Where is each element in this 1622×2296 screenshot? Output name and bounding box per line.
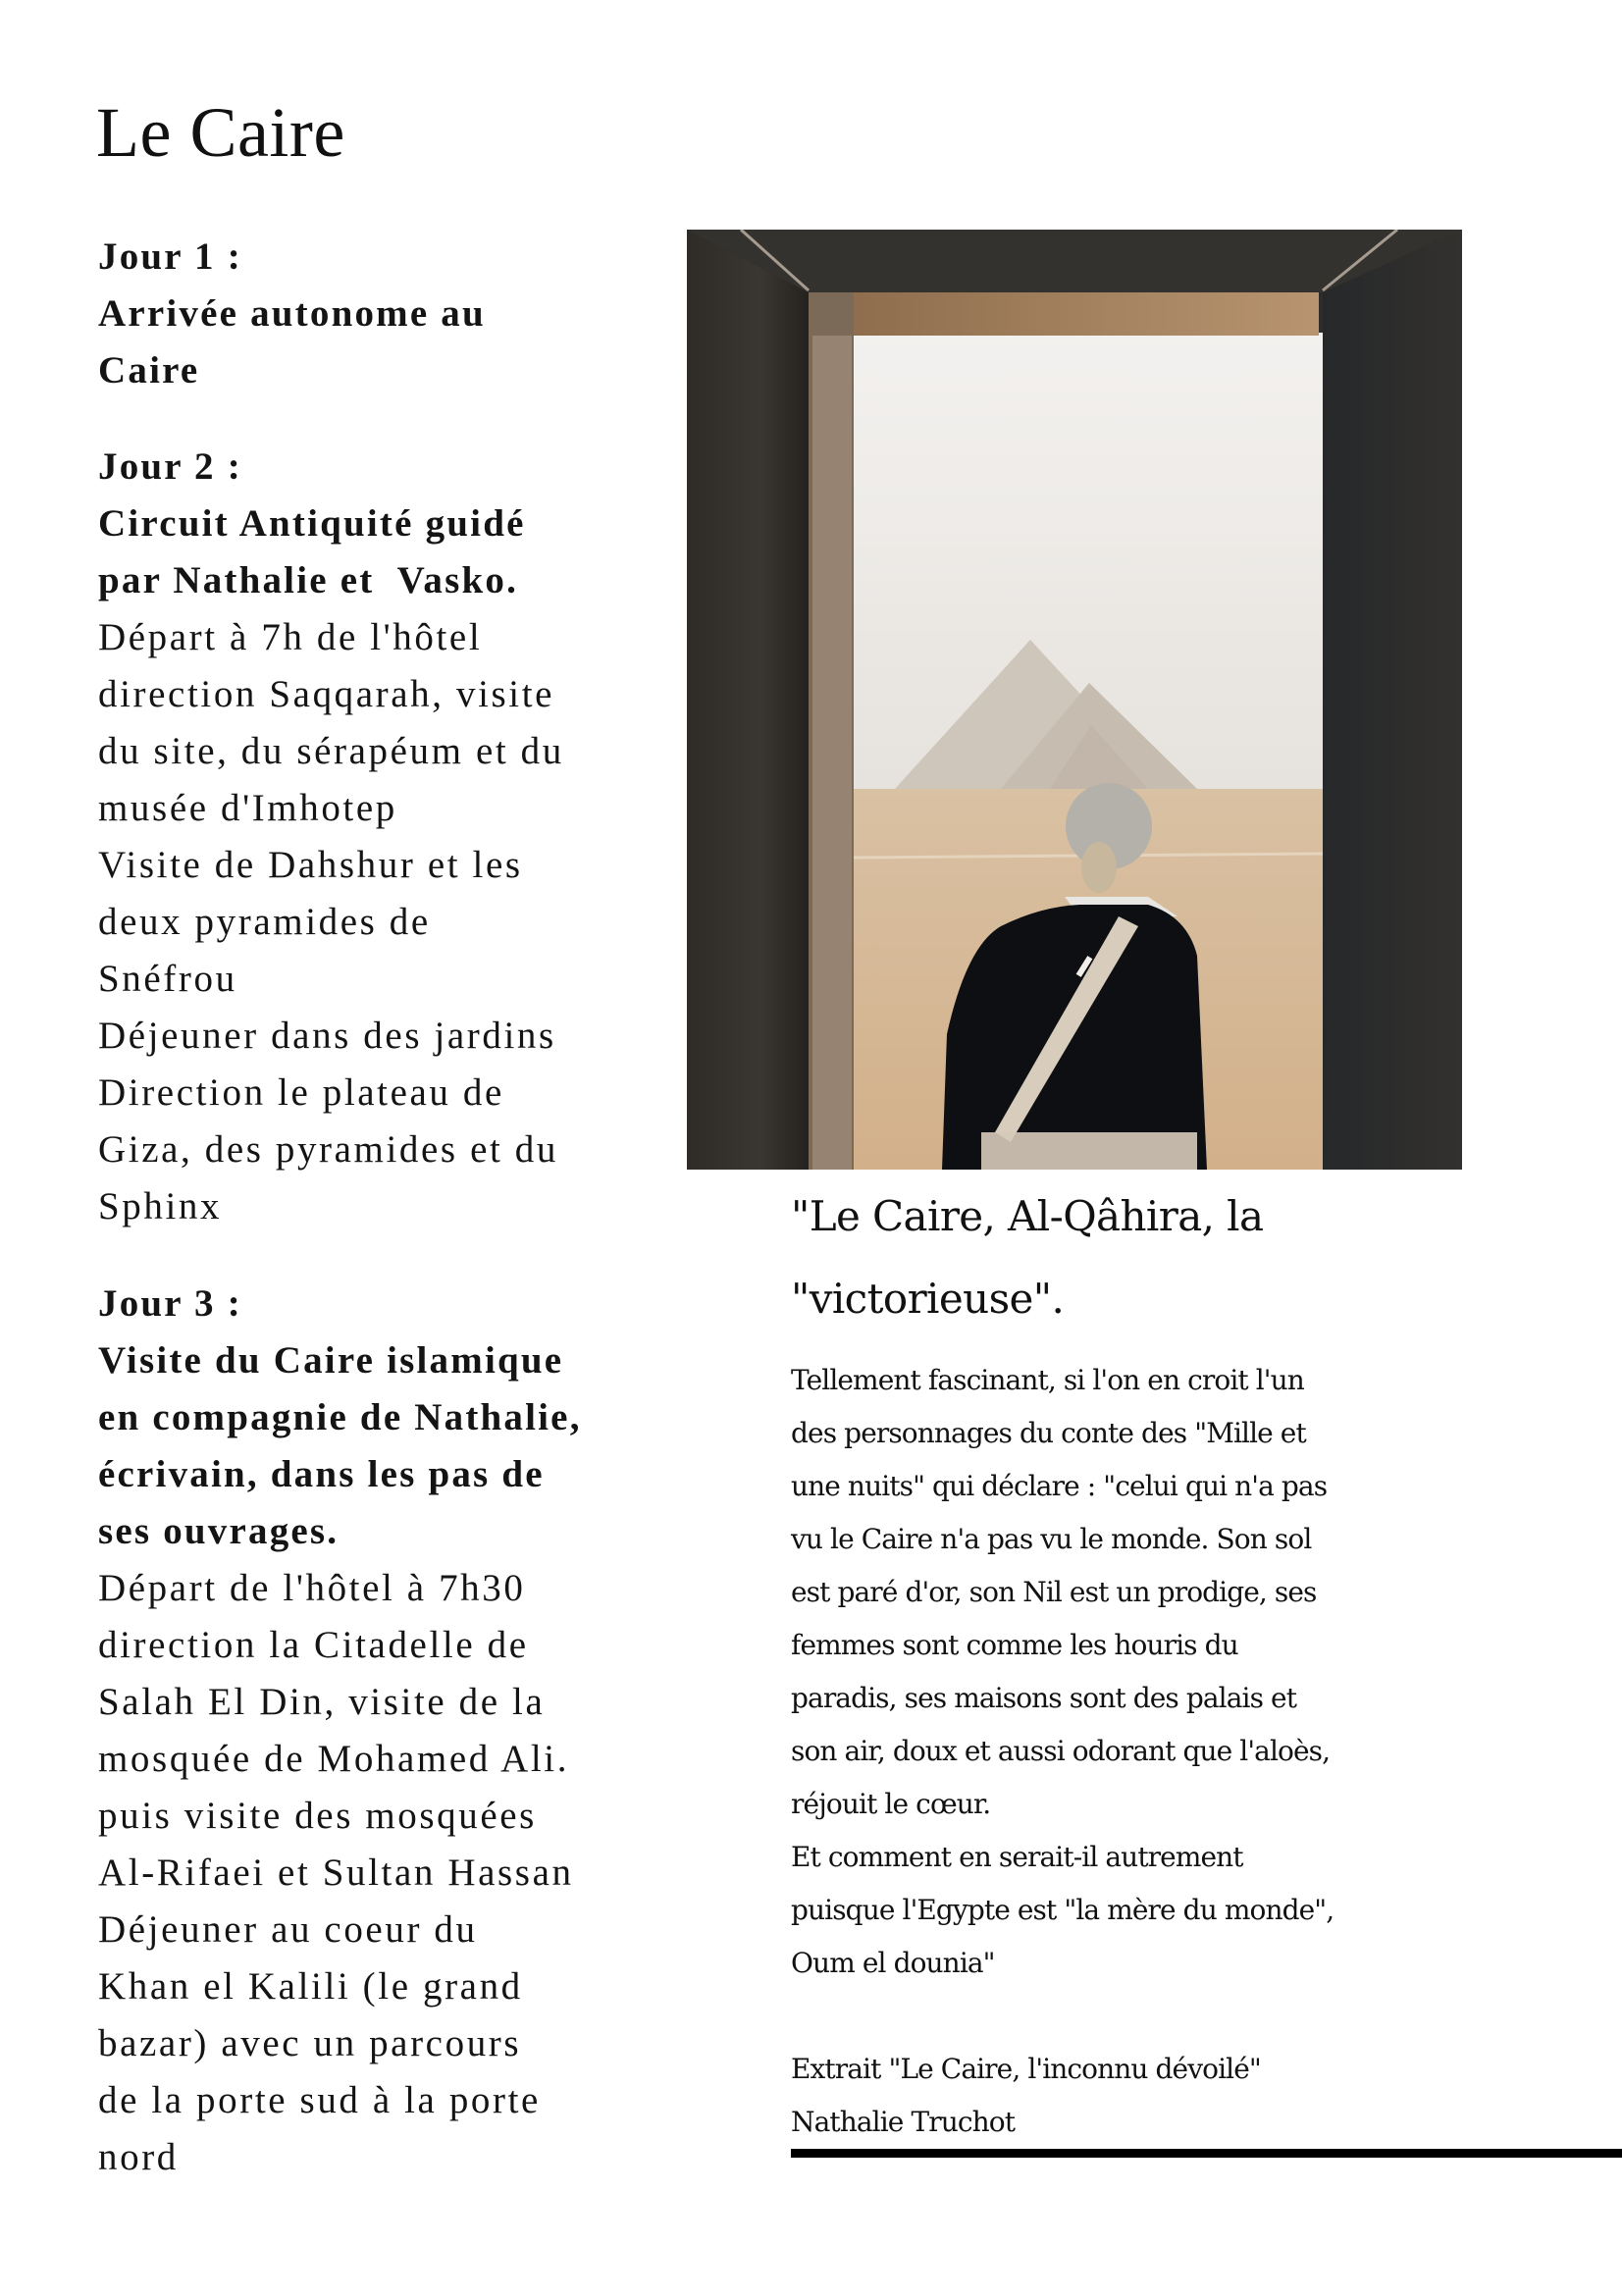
- day-2-body-line: Direction le plateau de: [98, 1071, 504, 1114]
- quote-body-line: paradis, ses maisons sont des palais et: [791, 1682, 1297, 1714]
- quote-body-line: son air, doux et aussi odorant que l'aloès,: [791, 1735, 1331, 1767]
- divider-rule: [791, 2149, 1622, 2158]
- day-2-body-line: Snéfrou: [98, 958, 237, 1000]
- day-3-block: [98, 1276, 677, 2186]
- day-3-body-line: Al-Rifaei et Sultan Hassan: [98, 1852, 574, 1894]
- day-2-subtitle-line: Circuit Antiquité guidé: [98, 502, 526, 545]
- day-3-body-line: Khan el Kalili (le grand: [98, 1965, 523, 2008]
- quote-source-line: Extrait "Le Caire, l'inconnu dévoilé": [791, 2053, 1261, 2085]
- quote-body-line: femmes sont comme les houris du: [791, 1629, 1238, 1661]
- frame-inner-top: [809, 292, 1319, 336]
- day-2-heading: Jour 2 :: [98, 445, 242, 488]
- day-3-body-line: de la porte sud à la porte: [98, 2079, 541, 2121]
- quote-body: [791, 1354, 1537, 2149]
- page-title: Le Caire: [96, 93, 345, 172]
- quote-spacer: [791, 1990, 1537, 2043]
- day-3-subtitle-line: écrivain, dans les pas de: [98, 1453, 545, 1495]
- quote-author: Nathalie Truchot: [791, 2106, 1016, 2138]
- day-2-block: [98, 439, 677, 1235]
- day-3-body-line: nord: [98, 2136, 179, 2178]
- quote-body-line: puisque l'Egypte est "la mère du monde",: [791, 1894, 1334, 1926]
- quote-body-line: Oum el dounia": [791, 1947, 995, 1979]
- quote-heading: [791, 1175, 1537, 1340]
- quote-body-line: est paré d'or, son Nil est un prodige, ses: [791, 1576, 1317, 1608]
- day-2-body-line: Giza, des pyramides et du: [98, 1128, 558, 1171]
- day-1-subtitle-line: Caire: [98, 349, 200, 391]
- day-2-body-line: Visite de Dahshur et les: [98, 844, 523, 886]
- day-3-subtitle-line: Visite du Caire islamique: [98, 1339, 564, 1382]
- day-2-body-line: Sphinx: [98, 1185, 223, 1227]
- day-1-heading: Jour 1 :: [98, 235, 242, 278]
- photo-pyramids-frame: [687, 230, 1462, 1170]
- day-2-body-line: musée d'Imhotep: [98, 787, 397, 829]
- day-1-subtitle-line: Arrivée autonome au: [98, 292, 486, 335]
- day-3-body-line: puis visite des mosquées: [98, 1795, 537, 1837]
- quote-heading-line: "Le Caire, Al-Qâhira, la: [791, 1192, 1264, 1240]
- day-3-body-line: bazar) avec un parcours: [98, 2022, 522, 2064]
- day-3-body-line: direction la Citadelle de: [98, 1624, 529, 1666]
- day-3-body-line: mosquée de Mohamed Ali.: [98, 1738, 570, 1780]
- quote-body-line: Et comment en serait-il autrement: [791, 1841, 1243, 1873]
- day-1-block: [98, 229, 677, 399]
- day-2-subtitle-line: par Nathalie et Vasko.: [98, 559, 519, 601]
- day-2-body-line: deux pyramides de: [98, 901, 431, 943]
- day-2-body-line: du site, du sérapéum et du: [98, 730, 564, 772]
- day-3-body-line: Salah El Din, visite de la: [98, 1681, 546, 1723]
- day-2-body-line: Déjeuner dans des jardins: [98, 1015, 556, 1057]
- day-3-heading: Jour 3 :: [98, 1282, 242, 1325]
- quote-body-line: vu le Caire n'a pas vu le monde. Son sol: [791, 1523, 1312, 1555]
- person-jacket: [942, 905, 1207, 1170]
- day-2-body-line: direction Saqqarah, visite: [98, 673, 555, 715]
- quote-heading-line: "victorieuse".: [791, 1275, 1065, 1323]
- day-3-body-line: Déjeuner au coeur du: [98, 1908, 478, 1951]
- frame-right: [1323, 230, 1462, 1170]
- photo-illustration: [687, 230, 1462, 1170]
- quote-body-line: des personnages du conte des "Mille et: [791, 1417, 1306, 1449]
- day-3-body-line: Départ de l'hôtel à 7h30: [98, 1567, 526, 1609]
- day-3-subtitle-line: en compagnie de Nathalie,: [98, 1396, 582, 1438]
- frame-left: [687, 230, 809, 1170]
- quote-body-line: réjouit le cœur.: [791, 1788, 991, 1820]
- quote-body-line: une nuits" qui déclare : "celui qui n'a pas: [791, 1470, 1328, 1502]
- day-2-body-line: Départ à 7h de l'hôtel: [98, 616, 483, 658]
- day-3-subtitle-line: ses ouvrages.: [98, 1510, 340, 1552]
- quote-body-line: Tellement fascinant, si l'on en croit l'un: [791, 1364, 1304, 1396]
